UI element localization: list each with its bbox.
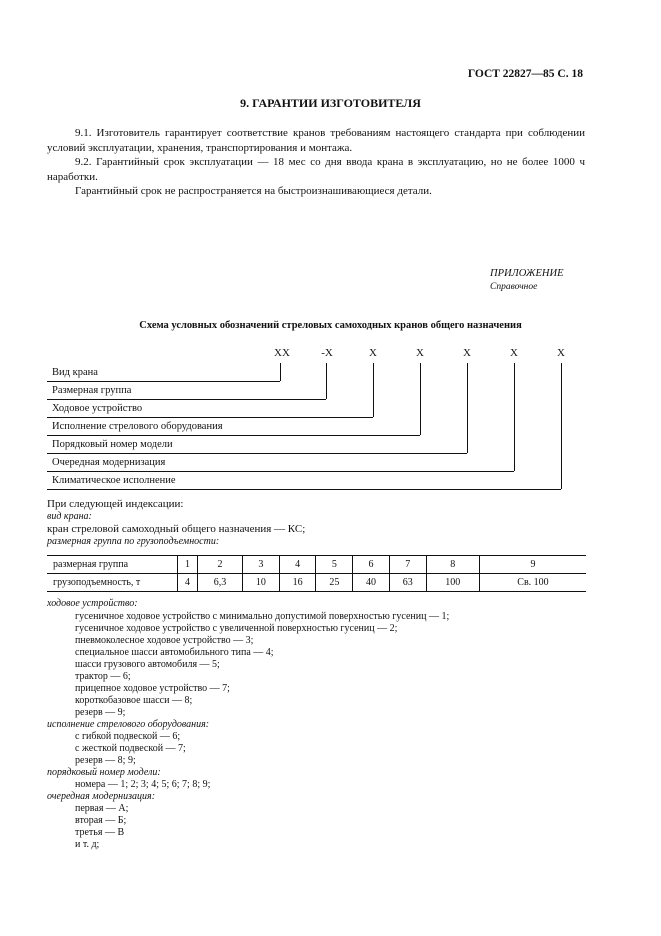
list-item: гусеничное ходовое устройство с увеличенной поверхностью гусениц — 2;	[75, 623, 398, 634]
line-model-number	[47, 453, 467, 454]
line-modernization	[47, 471, 514, 472]
list-item: третья — В	[75, 827, 125, 838]
table-cell: 100	[426, 574, 479, 592]
table-cell: Св. 100	[479, 574, 586, 592]
label-modernization: Очередная модернизация	[52, 457, 166, 468]
list-item: пневмоколесное ходовое устройство — 3;	[75, 635, 254, 646]
table-cell: 3	[243, 556, 280, 574]
line-boom-equipment	[47, 435, 420, 436]
table-cell: 6,3	[198, 574, 243, 592]
table-cell: 4	[178, 574, 198, 592]
size-group-heading: размерная группа по грузоподъемности:	[47, 536, 220, 547]
scheme-title: Схема условных обозначений стреловых самоходных кранов общего назначения	[139, 320, 522, 331]
line-climate	[47, 489, 561, 490]
list-item: с жесткой подвеской — 7;	[75, 743, 186, 754]
vline-crane-type	[280, 363, 281, 381]
table-cell: 40	[353, 574, 390, 592]
list-item: специальное шасси автомобильного типа — 4;	[75, 647, 274, 658]
appendix-subtitle: Справочное	[490, 282, 538, 292]
table-row	[47, 574, 586, 592]
vline-boom-equipment	[420, 363, 421, 435]
code-model-number: X	[463, 347, 471, 359]
label-boom-equipment: Исполнение стрелового оборудования	[52, 421, 223, 432]
list-item: короткобазовое шасси — 8;	[75, 695, 193, 706]
table-cell: 25	[316, 574, 353, 592]
label-climate: Климатическое исполнение	[52, 475, 176, 486]
table-cell: 9	[479, 556, 586, 574]
vline-climate	[561, 363, 562, 489]
code-climate: X	[557, 347, 565, 359]
crane-type-heading: вид крана:	[47, 511, 92, 522]
appendix-title: ПРИЛОЖЕНИЕ	[490, 268, 564, 279]
table-row	[47, 556, 586, 574]
list-item: с гибкой подвеской — 6;	[75, 731, 181, 742]
table-cell: 5	[316, 556, 353, 574]
label-model-number: Порядковый номер модели	[52, 439, 173, 450]
table-cell: 4	[279, 556, 316, 574]
label-size-group: Размерная группа	[52, 385, 132, 396]
table-cell: 2	[198, 556, 243, 574]
table-cell: 10	[243, 574, 280, 592]
vline-size-group	[326, 363, 327, 399]
list-item: первая — А;	[75, 803, 129, 814]
table-cell: 16	[279, 574, 316, 592]
paragraph-9-1: 9.1. Изготовитель гарантирует соответствие кранов требованиям настоящего стандарта при соблюдении условий эксплуатации, хранения, транспортирования и монтажа.	[47, 127, 585, 154]
label-crane-type: Вид крана	[52, 367, 98, 378]
list-item: резерв — 8; 9;	[75, 755, 136, 766]
table-cell: 63	[389, 574, 426, 592]
list-item: трактор — 6;	[75, 671, 131, 682]
list-item: резерв — 9;	[75, 707, 126, 718]
code-undercarriage: X	[369, 347, 377, 359]
table-cell: грузоподъемность, т	[47, 574, 178, 592]
table-cell: 6	[353, 556, 390, 574]
size-group-table	[47, 555, 586, 592]
page-header: ГОСТ 22827—85 С. 18	[467, 68, 583, 80]
model-number-heading: порядковый номер модели:	[47, 767, 161, 778]
list-item: шасси грузового автомобиля — 5;	[75, 659, 220, 670]
indexing-lead: При следующей индексации:	[47, 498, 184, 510]
list-item: гусеничное ходовое устройство с минимально допустимой поверхностью гусениц — 1;	[75, 611, 450, 622]
list-item: вторая — Б;	[75, 815, 127, 826]
section-title: 9. ГАРАНТИИ ИЗГОТОВИТЕЛЯ	[240, 96, 421, 110]
code-size-group: -X	[321, 347, 333, 359]
modernization-heading: очередная модернизация:	[47, 791, 156, 802]
crane-type-text: кран стреловой самоходный общего назначения — КС;	[47, 523, 306, 535]
table-cell: 7	[389, 556, 426, 574]
line-undercarriage	[47, 417, 373, 418]
code-crane-type: XX	[274, 347, 290, 359]
table-cell: размерная группа	[47, 556, 178, 574]
vline-modernization	[514, 363, 515, 471]
vline-model-number	[467, 363, 468, 453]
code-modernization: X	[510, 347, 518, 359]
paragraph-9-2: 9.2. Гарантийный срок эксплуатации — 18 мес со дня ввода крана в эксплуатацию, но не более 1000 ч наработки.	[47, 156, 585, 183]
line-size-group	[47, 399, 326, 400]
list-item: прицепное ходовое устройство — 7;	[75, 683, 230, 694]
paragraph-warranty-note: Гарантийный срок не распространяется на быстроизнашивающиеся детали.	[75, 185, 432, 197]
line-crane-type	[47, 381, 280, 382]
undercarriage-heading: ходовое устройство:	[47, 598, 138, 609]
list-item: и т. д;	[75, 839, 100, 850]
code-boom-equipment: X	[416, 347, 424, 359]
list-item: номера — 1; 2; 3; 4; 5; 6; 7; 8; 9;	[75, 779, 211, 790]
boom-equipment-heading: исполнение стрелового оборудования:	[47, 719, 210, 730]
table-cell: 1	[178, 556, 198, 574]
vline-undercarriage	[373, 363, 374, 417]
table-cell: 8	[426, 556, 479, 574]
label-undercarriage: Ходовое устройство	[52, 403, 143, 414]
